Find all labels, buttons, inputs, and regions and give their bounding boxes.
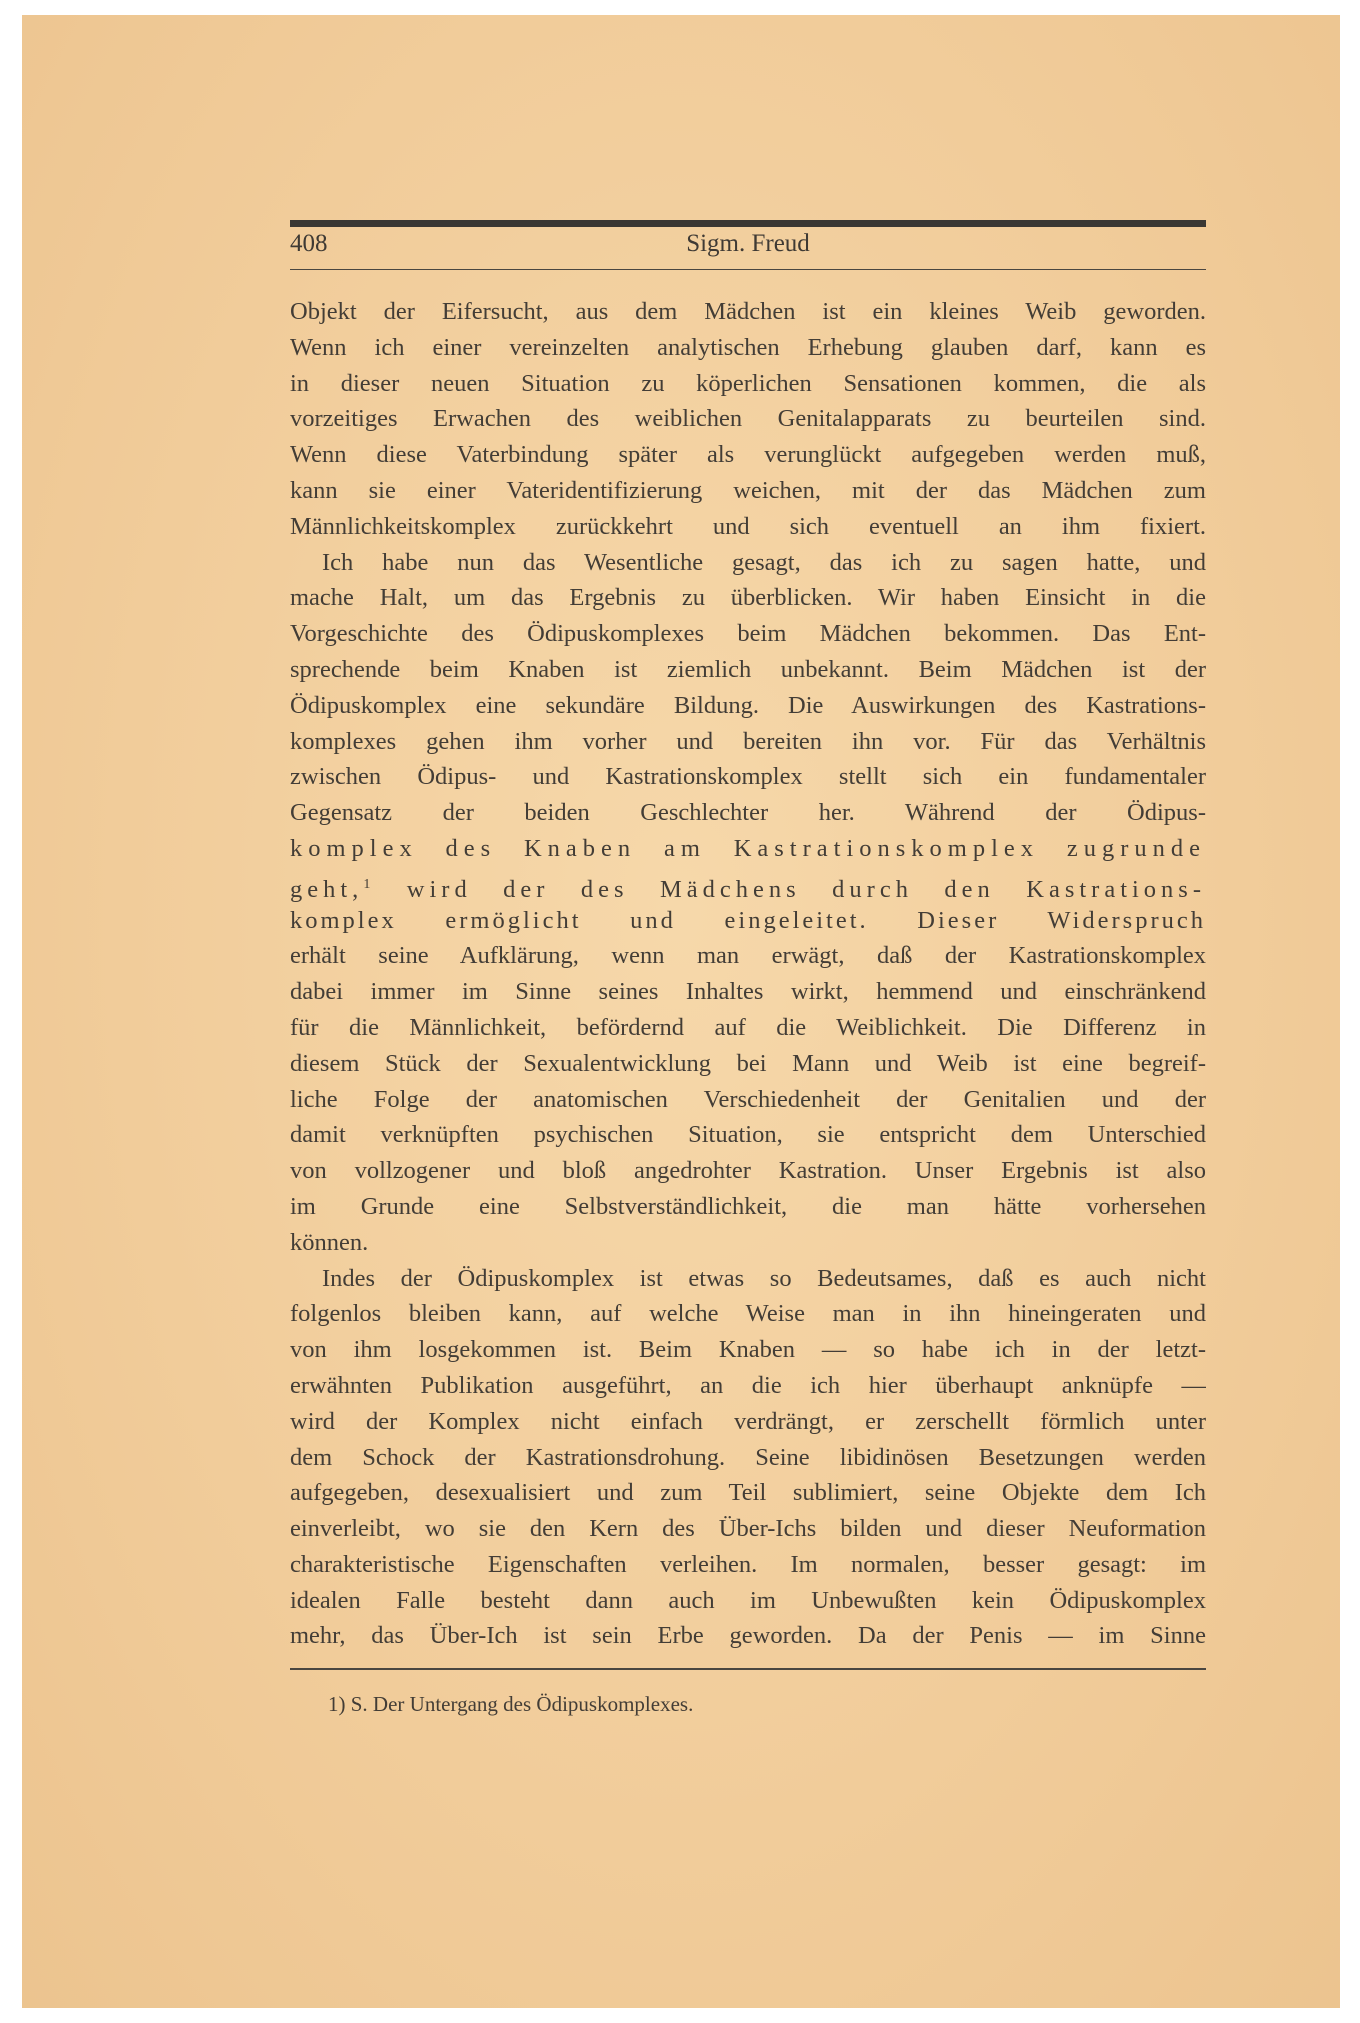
text-line: Indes der Ödipuskomplex ist etwas so Bedeutsames, daß es auch nicht xyxy=(322,1264,1206,1292)
text-line: komplex des Knaben am Kastrationskomplex zugrunde xyxy=(290,834,1206,862)
text-line: vorzeitiges Erwachen des weiblichen Genitalapparats zu beurteilen sind. xyxy=(290,405,1206,433)
text-line: einverleibt, wo sie den Kern des Über-Ichs bilden und dieser Neuformation xyxy=(290,1515,1206,1543)
text-line: Ich habe nun das Wesentliche gesagt, das ich zu sagen hatte, und xyxy=(322,548,1206,576)
text-segment: geht, xyxy=(290,875,364,903)
text-line: damit verknüpften psychischen Situation, sie entspricht dem Unterschied xyxy=(290,1121,1206,1149)
text-line: von ihm losgekommen ist. Beim Knaben — so habe ich in der letzt- xyxy=(290,1336,1206,1364)
footnote-number: 1) xyxy=(328,1692,346,1716)
text-line: idealen Falle besteht dann auch im Unbewußten kein Ödipuskomplex xyxy=(290,1586,1206,1614)
text-line: Objekt der Eifersucht, aus dem Mädchen ist ein kleines Weib geworden. xyxy=(290,298,1206,325)
text-line: Ödipuskomplex eine sekundäre Bildung. Die Auswirkungen des Kastrations- xyxy=(290,691,1206,719)
body-text xyxy=(290,294,1206,1654)
text-segment: wird der des Mädchens durch den Kastrations- xyxy=(406,875,1206,903)
running-head: Sigm. Freud xyxy=(686,230,810,257)
text-line: aufgegeben, desexualisiert und zum Teil sublimiert, seine Objekte dem Ich xyxy=(290,1479,1206,1507)
text-line: erwähnten Publikation ausgeführt, an die ich hier überhaupt anknüpfe — xyxy=(290,1371,1206,1399)
text-line: von vollzogener und bloß angedrohter Kastration. Unser Ergebnis ist also xyxy=(290,1157,1206,1185)
text-line: komplex ermöglicht und eingeleitet. Dieser Widerspruch xyxy=(290,906,1206,934)
text-line: für die Männlichkeit, befördernd auf die Weiblichkeit. Die Differenz in xyxy=(290,1013,1206,1041)
text-line: im Grunde eine Selbstverständlichkeit, die man hätte vorhersehen xyxy=(290,1192,1206,1220)
text-line-with-footnote xyxy=(290,867,1206,903)
text-line: charakteristische Eigenschaften verleihen. Im normalen, besser gesagt: im xyxy=(290,1550,1206,1578)
footnote xyxy=(328,1692,693,1717)
header-underline xyxy=(290,269,1206,270)
text-line: sprechende beim Knaben ist ziemlich unbekannt. Beim Mädchen ist der xyxy=(290,655,1206,683)
text-line: liche Folge der anatomischen Verschiedenheit der Genitalien und der xyxy=(290,1085,1206,1113)
header-rule xyxy=(290,220,1206,227)
page-number: 408 xyxy=(290,230,328,257)
text-line: in dieser neuen Situation zu köperlichen Sensationen kommen, die als xyxy=(290,369,1206,397)
text-line: können. xyxy=(290,1228,369,1256)
footnote-rule xyxy=(290,1668,1206,1670)
text-line: folgenlos bleiben kann, auf welche Weise man in ihn hineingeraten und xyxy=(290,1300,1206,1328)
text-line: komplexes gehen ihm vorher und bereiten ihn vor. Für das Verhältnis xyxy=(290,727,1206,755)
text-line: erhält seine Aufklärung, wenn man erwägt, daß der Kastrationskomplex xyxy=(290,942,1206,970)
text-line: diesem Stück der Sexualentwicklung bei Mann und Weib ist eine begreif- xyxy=(290,1049,1206,1077)
text-line: Vorgeschichte des Ödipuskomplexes beim Mädchen bekommen. Das Ent- xyxy=(290,620,1206,648)
text-line: mehr, das Über-Ich ist sein Erbe geworden. Da der Penis — im Sinne xyxy=(290,1622,1206,1650)
text-line: wird der Komplex nicht einfach verdrängt, er zerschellt förmlich unter xyxy=(290,1407,1206,1435)
text-line: dabei immer im Sinne seines Inhaltes wirkt, hemmend und einschränkend xyxy=(290,978,1206,1006)
text-line: Männlichkeitskomplex zurückkehrt und sich eventuell an ihm fixiert. xyxy=(290,512,1206,540)
footnote-text: S. Der Untergang des Ödipuskomplexes. xyxy=(350,1692,694,1716)
text-line: dem Schock der Kastrationsdrohung. Seine libidinösen Besetzungen werden xyxy=(290,1443,1206,1471)
text-line: mache Halt, um das Ergebnis zu überblicken. Wir haben Einsicht in die xyxy=(290,584,1206,612)
text-line: kann sie einer Vateridentifizierung weichen, mit der das Mädchen zum xyxy=(290,476,1206,504)
text-line: Wenn ich einer vereinzelten analytischen Erhebung glauben darf, kann es xyxy=(290,333,1206,361)
footnote-marker: 1 xyxy=(363,876,376,892)
text-line: zwischen Ödipus- und Kastrationskomplex stellt sich ein fundamentaler xyxy=(290,763,1206,791)
text-line: Wenn diese Vaterbindung später als verunglückt aufgegeben werden muß, xyxy=(290,441,1206,469)
text-line: Gegensatz der beiden Geschlechter her. Während der Ödipus- xyxy=(290,799,1206,827)
